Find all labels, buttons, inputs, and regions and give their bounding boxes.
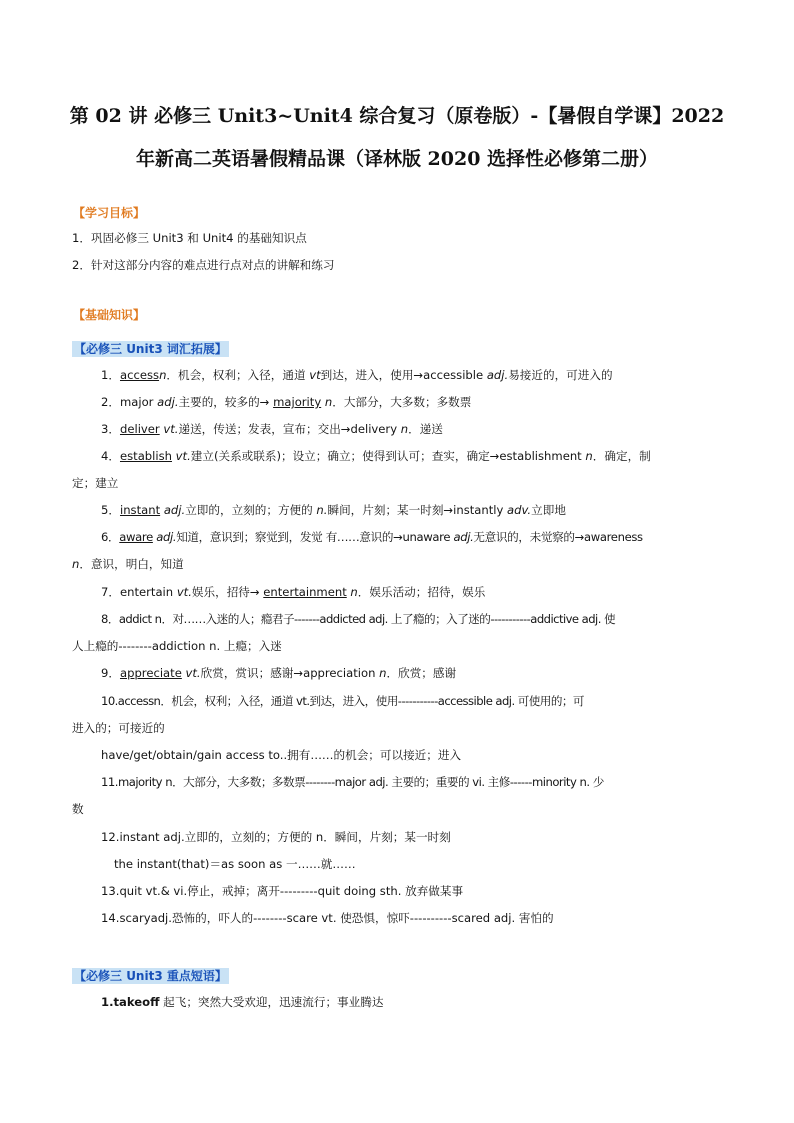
entry-number: 5． <box>101 503 120 517</box>
entry-def: ．递送 <box>408 422 443 436</box>
phrase-heading-part-2: 重点短语】 <box>162 969 227 983</box>
entry-pos: vt. <box>176 585 192 599</box>
entry-def: 瞬间，片刻；某一时刻→instantly <box>327 503 508 517</box>
entry-pos: n <box>379 666 387 680</box>
entry-word: deliver <box>119 422 160 436</box>
entry-derived-word: entertainment <box>263 585 347 599</box>
entry-word: appreciate <box>119 666 182 680</box>
entry-def: 立即地 <box>531 503 566 517</box>
phrase-heading-unit: Unit3 <box>126 969 163 983</box>
vocab-heading-part-2: 词汇拓展】 <box>162 342 227 356</box>
entry-word: establish <box>119 449 172 463</box>
vocab-entry-10-phrase: have/get/obtain/gain access to..拥有……的机会；可以接近；进入 <box>101 748 462 762</box>
entry-pos: n <box>346 585 358 599</box>
entry-number: 6． <box>101 530 120 544</box>
entry-number: 4． <box>101 449 120 463</box>
entry-pos: n <box>585 449 593 463</box>
basic-knowledge-heading: 【基础知识】 <box>73 308 146 322</box>
entry-pos: vt. <box>172 449 191 463</box>
entry-pos: adj. <box>453 530 474 544</box>
entry-word: access <box>119 368 160 382</box>
vocab-entry-4 <box>101 448 651 464</box>
vocab-entry-11-continued: 数 <box>72 802 84 816</box>
vocab-entry-10-continued: 进入的；可接近的 <box>72 721 165 735</box>
learning-goals-heading: 【学习目标】 <box>73 206 146 220</box>
entry-pos: vt. <box>159 422 179 436</box>
vocab-entry-8: 8．addict n．对……入迷的人；瘾君子-------addicted adj. 上了瘾的；入了迷的-----------addictive adj. 使 <box>101 612 616 626</box>
entry-pos: n <box>159 368 167 382</box>
phrase-def: 起飞；突然大受欢迎，迅速流行；事业腾达 <box>159 995 384 1009</box>
entry-pos: n <box>72 557 80 571</box>
entry-pos: n <box>321 395 333 409</box>
vocab-entry-8-continued: 人上瘾的--------addiction n. 上瘾；入迷 <box>72 639 282 653</box>
entry-pos: adj. <box>160 503 186 517</box>
entry-pos: vt <box>309 368 321 382</box>
vocab-entry-7 <box>101 584 485 600</box>
entry-def: 立即的，立刻的；方便的 <box>185 503 317 517</box>
entry-word: aware <box>119 530 153 544</box>
phrase-item-1 <box>101 994 383 1010</box>
vocab-entry-10: 10.accessn．机会，权利；入径，通道 vt.到达，进入，使用-----------accessible adj. 可使用的；可 <box>101 694 584 708</box>
vocab-entry-6 <box>101 529 643 545</box>
document-title-line-2: 年新高二英语暑假精品课（译林版 2020 选择性必修第二册） <box>135 148 659 170</box>
vocab-entry-12: 12.instant adj.立即的，立刻的；方便的 n．瞬间，片刻；某一时刻 <box>101 830 451 844</box>
entry-def: ．意识，明白，知道 <box>79 557 184 571</box>
vocab-entry-14: 14.scaryadj.恐怖的，吓人的--------scare vt. 使恐惧，惊吓----------scared adj. 害怕的 <box>101 911 554 925</box>
entry-derived-word: majority <box>273 395 322 409</box>
vocab-entry-2 <box>101 394 471 410</box>
vocab-entry-1 <box>101 367 613 383</box>
phrase-section-heading <box>72 968 229 984</box>
goal-item-2: 2．针对这部分内容的难点进行点对点的讲解和练习 <box>72 258 335 272</box>
entry-def: 主要的，较多的→ <box>178 395 274 409</box>
entry-pos: vt. <box>181 666 201 680</box>
entry-word: 7．entertain <box>101 585 177 599</box>
entry-word: 2．major <box>101 395 158 409</box>
entry-def: 知道，意识到；察觉到，发觉 有……意识的→unaware <box>176 530 454 544</box>
entry-def: ．机会，权利；入径，通道 <box>166 368 310 382</box>
document-title-line-1: 第 02 讲 必修三 Unit3~Unit4 综合复习（原卷版）-【暑假自学课】2022 <box>69 105 725 127</box>
phrase-term: 1.takeoff <box>101 995 160 1009</box>
entry-def: ．确定，制 <box>592 449 651 463</box>
entry-number: 9． <box>101 666 120 680</box>
entry-def: ．娱乐活动；招待，娱乐 <box>357 585 486 599</box>
vocab-entry-6-continued <box>72 556 184 572</box>
entry-def: ．欣赏；感谢 <box>386 666 457 680</box>
vocab-heading-unit: Unit3 <box>126 342 163 356</box>
phrase-heading-part-1: 【必修三 <box>74 969 127 983</box>
entry-def: 欣赏，赏识；感谢→appreciation <box>200 666 380 680</box>
entry-def: 易接近的，可进入的 <box>508 368 613 382</box>
vocab-entry-3 <box>101 421 443 437</box>
vocab-heading-part-1: 【必修三 <box>74 342 127 356</box>
vocab-entry-13: 13.quit vt.& vi.停止，戒掉；离开---------quit doing sth. 放弃做某事 <box>101 884 464 898</box>
entry-pos: adv. <box>507 503 532 517</box>
entry-def: 无意识的，未觉察的→awareness <box>473 530 643 544</box>
entry-pos: adj. <box>486 368 509 382</box>
entry-word: instant <box>119 503 161 517</box>
entry-pos: n <box>400 422 409 436</box>
entry-pos: adj. <box>157 395 179 409</box>
entry-def: 递送，传送；发表，宣布；交出→delivery <box>178 422 401 436</box>
entry-def: ．大部分，大多数；多数票 <box>332 395 472 409</box>
vocab-entry-9 <box>101 665 456 681</box>
entry-number: 1． <box>101 368 120 382</box>
entry-def: 建立(关系或联系)；设立；确立；使得到认可；查实，确定→establishment <box>190 449 586 463</box>
vocab-entry-12-phrase: the instant(that)＝as soon as 一……就…… <box>114 857 356 871</box>
vocab-entry-5 <box>101 502 566 518</box>
entry-pos: n. <box>316 503 328 517</box>
vocab-section-heading <box>72 341 229 357</box>
entry-def: 娱乐，招待→ <box>191 585 264 599</box>
entry-def: 到达，进入，使用→accessible <box>320 368 487 382</box>
vocab-entry-4-continued: 定；建立 <box>72 476 119 490</box>
entry-number: 3． <box>101 422 120 436</box>
goal-item-1: 1．巩固必修三 Unit3 和 Unit4 的基础知识点 <box>72 231 307 245</box>
vocab-entry-11: 11.majority n．大部分，大多数；多数票--------major adj. 主要的；重要的 vi. 主修------minority n. 少 <box>101 775 604 789</box>
entry-pos: adj. <box>152 530 177 544</box>
